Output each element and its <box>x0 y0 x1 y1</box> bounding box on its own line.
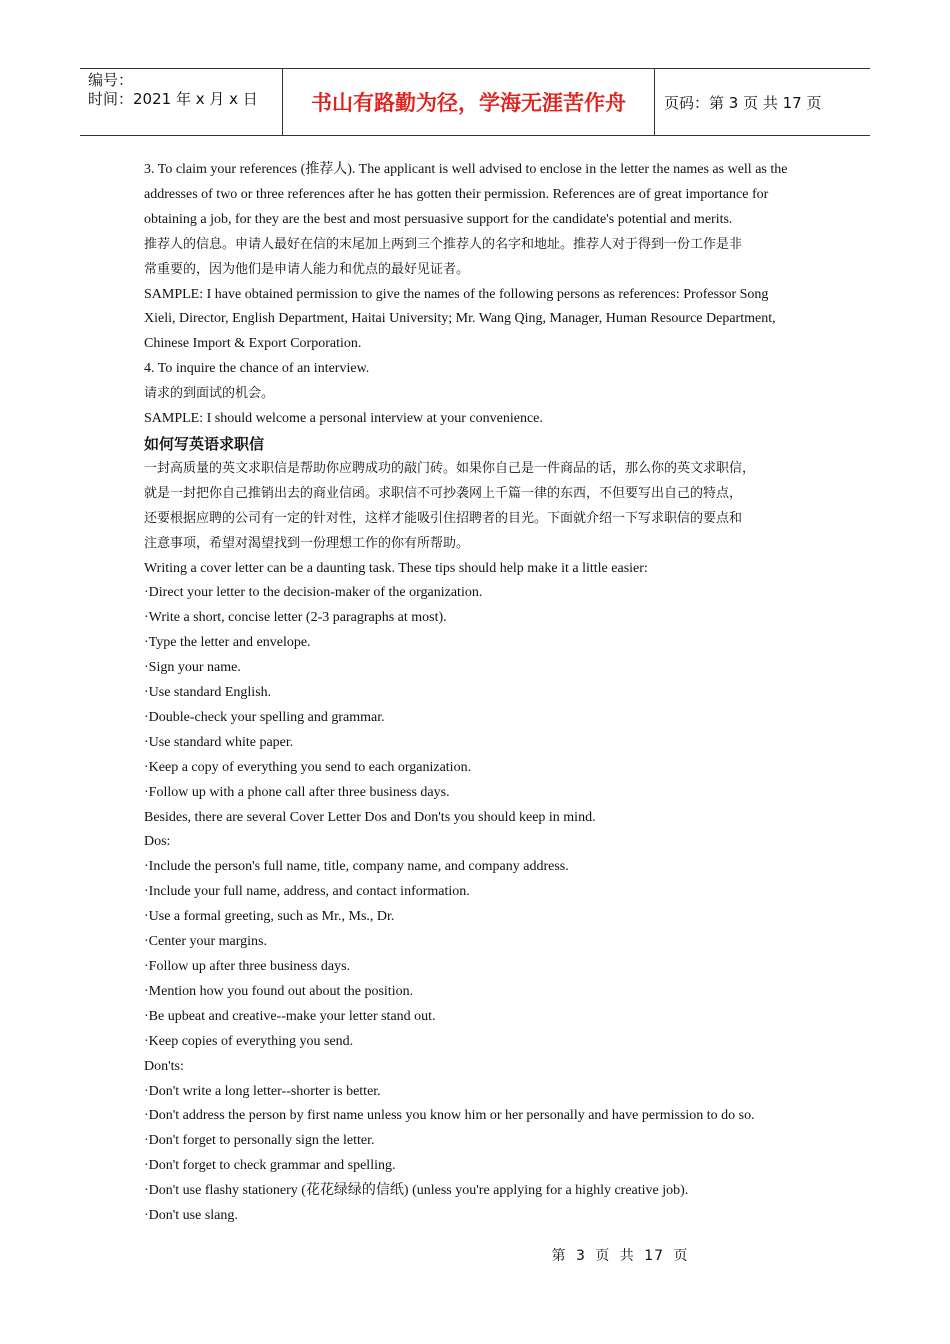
text-line: ·Follow up with a phone call after three business days. <box>144 784 450 800</box>
text-line: ·Be upbeat and creative--make your letter stand out. <box>144 1008 436 1024</box>
text-line: ·Type the letter and envelope. <box>144 635 311 651</box>
header-page-info: 页码：第 3 页 共 17 页 <box>664 93 822 112</box>
text-line: ·Keep a copy of everything you send to each organization. <box>144 759 472 775</box>
text-line: ·Keep copies of everything you send. <box>144 1033 354 1049</box>
document-body <box>144 158 824 1229</box>
header-motto: 书山有路勤为径，学海无涯苦作舟 <box>282 69 655 135</box>
text-line: ·Don't forget to check grammar and spelling. <box>144 1158 396 1174</box>
document-number-label: 编号： <box>88 71 134 89</box>
footer-page-word: 页 <box>595 1248 611 1264</box>
text-line: ·Don't write a long letter--shorter is better. <box>144 1083 381 1099</box>
text-line: ·Don't use flashy stationery (花花绿绿的信纸) (unless you're applying for a highly creative job). <box>144 1183 689 1199</box>
text-line: 就是一封把你自己推销出去的商业信函。求职信不可抄袭网上千篇一律的东西，不但要写出自己的特点， <box>144 485 743 501</box>
text-line: ·Use standard white paper. <box>144 734 294 750</box>
text-line: ·Don't address the person by first name unless you know him or her personally and have permission to do so. <box>144 1108 755 1124</box>
text-line: ·Follow up after three business days. <box>144 959 351 974</box>
text-line: 4. To inquire the chance of an interview. <box>144 361 370 377</box>
text-line: Don'ts: <box>144 1058 184 1074</box>
text-line: Writing a cover letter can be a daunting task. These tips should help make it a little easier: <box>144 560 648 576</box>
text-line: obtaining a job, for they are the best and most persuasive support for the candidate's potential and merits. <box>144 211 733 227</box>
footer-current-page: 3 <box>575 1248 586 1264</box>
text-line: addresses of two or three references after he has gotten their permission. References are of great importance for <box>144 186 769 202</box>
text-line: SAMPLE: I should welcome a personal interview at your convenience. <box>144 411 543 427</box>
text-line: Chinese Import & Export Corporation. <box>144 336 362 352</box>
footer-prefix: 第 <box>551 1248 567 1264</box>
footer-suffix: 页 <box>673 1248 689 1264</box>
header-left-cell <box>80 69 282 135</box>
text-line: ·Include your full name, address, and contact information. <box>144 884 470 900</box>
document-date: 时间：2021 年 x 月 x 日 <box>88 90 258 108</box>
text-line: 还要根据应聘的公司有一定的针对性，这样才能吸引住招聘者的目光。下面就介绍一下写求职信的要点和 <box>144 510 743 526</box>
footer-total-word: 共 <box>619 1248 635 1264</box>
page-header <box>80 68 870 136</box>
text-line: 推荐人的信息。申请人最好在信的末尾加上两到三个推荐人的名字和地址。推荐人对于得到一份工作是非 <box>144 236 743 252</box>
text-line: ·Sign your name. <box>144 660 241 676</box>
text-line: ·Don't use slang. <box>144 1208 238 1224</box>
page-footer <box>0 1245 950 1265</box>
text-line: 常重要的，因为他们是申请人能力和优点的最好见证者。 <box>144 261 470 277</box>
text-line: ·Include the person's full name, title, company name, and company address. <box>144 859 569 875</box>
footer-total-pages: 17 <box>644 1248 665 1264</box>
text-line: 3. To claim your references (推荐人). The applicant is well advised to enclose in the letter the names as well as the <box>144 162 788 177</box>
text-line: ·Center your margins. <box>144 934 267 950</box>
text-line: ·Use a formal greeting, such as Mr., Ms., Dr. <box>144 909 395 925</box>
text-line: ·Direct your letter to the decision-maker of the organization. <box>144 585 483 601</box>
text-line: ·Use standard English. <box>144 685 272 701</box>
text-line: ·Don't forget to personally sign the letter. <box>144 1133 375 1149</box>
text-line: Besides, there are several Cover Letter Dos and Don'ts you should keep in mind. <box>144 809 596 825</box>
text-line: Xieli, Director, English Department, Haitai University; Mr. Wang Qing, Manager, Human Resource Department, <box>144 311 776 327</box>
text-line: ·Mention how you found out about the position. <box>144 983 414 999</box>
text-line: SAMPLE: I have obtained permission to give the names of the following persons as references: Professor Song <box>144 286 769 302</box>
text-line: Dos: <box>144 834 171 850</box>
section-heading: 如何写英语求职信 <box>144 434 265 453</box>
text-line: 注意事项，希望对渴望找到一份理想工作的你有所帮助。 <box>144 535 470 551</box>
text-line: ·Double-check your spelling and grammar. <box>144 709 385 725</box>
text-line: 请求的到面试的机会。 <box>144 386 275 402</box>
text-line: 一封高质量的英文求职信是帮助你应聘成功的敲门砖。如果你自己是一件商品的话，那么你的英文求职信， <box>144 460 756 476</box>
text-line: ·Write a short, concise letter (2-3 paragraphs at most). <box>144 610 447 626</box>
